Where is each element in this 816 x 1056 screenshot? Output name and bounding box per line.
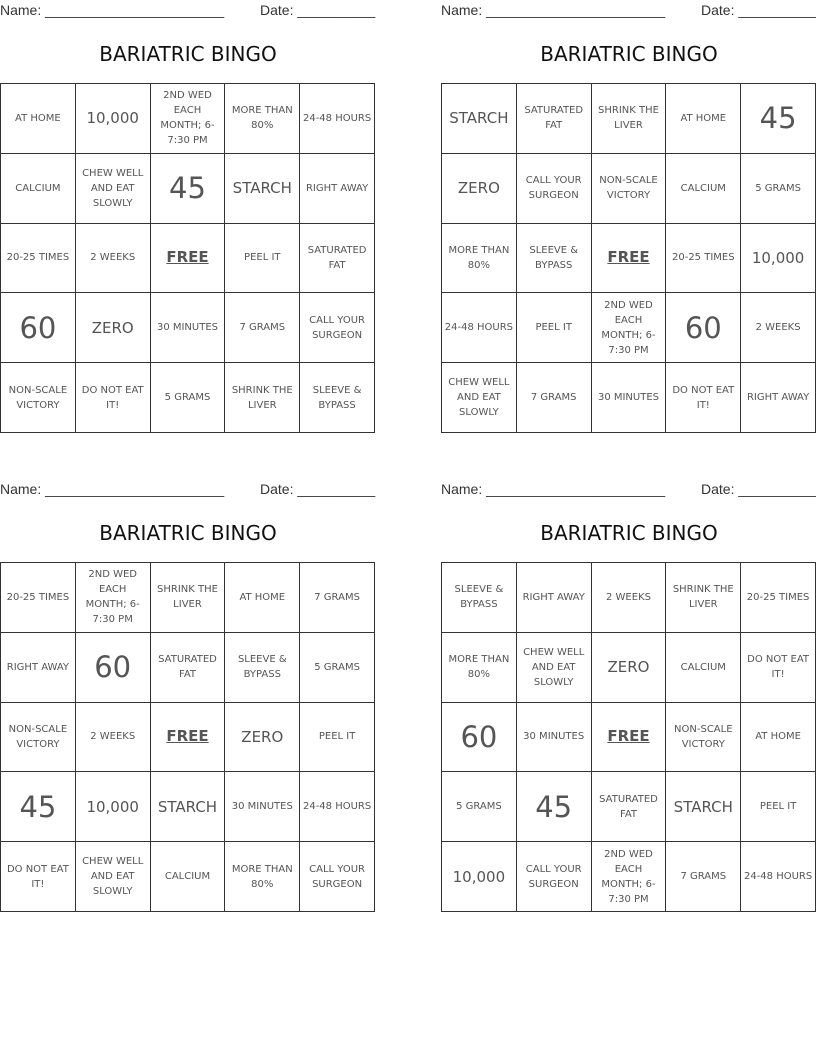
bingo-cell: CALL YOUR SURGEON [300, 842, 375, 912]
bingo-cell: ZERO [442, 154, 517, 224]
bingo-cell: DO NOT EAT IT! [666, 363, 741, 433]
date-field: Date: __________ [701, 2, 816, 18]
bingo-cell: 10,000 [741, 224, 816, 294]
bingo-cell: 20-25 TIMES [741, 563, 816, 633]
bingo-cell: DO NOT EAT IT! [741, 633, 816, 703]
bingo-card-4 [441, 479, 816, 915]
bingo-cell: AT HOME [741, 703, 816, 773]
bingo-cell: MORE THAN 80% [442, 224, 517, 294]
bingo-cell: 20-25 TIMES [666, 224, 741, 294]
bingo-cell: 5 GRAMS [741, 154, 816, 224]
bingo-cell: CALL YOUR SURGEON [517, 154, 592, 224]
bingo-cell: MORE THAN 80% [225, 84, 300, 154]
bingo-cell: 20-25 TIMES [1, 224, 76, 294]
name-date-row [441, 479, 816, 499]
bingo-cell: NON-SCALE VICTORY [1, 703, 76, 773]
free-space-cell: FREE [592, 703, 667, 773]
bingo-cell: 2 WEEKS [592, 563, 667, 633]
bingo-cell: 30 MINUTES [151, 293, 226, 363]
bingo-cell: 30 MINUTES [517, 703, 592, 773]
bingo-cell: RIGHT AWAY [300, 154, 375, 224]
bingo-cell: 2 WEEKS [76, 224, 151, 294]
bingo-cell: SHRINK THE LIVER [592, 84, 667, 154]
bingo-cell: 2ND WED EACH MONTH; 6-7:30 PM [592, 293, 667, 363]
bingo-cell: STARCH [666, 772, 741, 842]
bingo-cell: CALL YOUR SURGEON [300, 293, 375, 363]
bingo-cell: CALCIUM [666, 154, 741, 224]
card-title: BARIATRIC BINGO [540, 521, 718, 545]
bingo-cell: 45 [151, 154, 226, 224]
bingo-cell: PEEL IT [300, 703, 375, 773]
free-space-cell: FREE [592, 224, 667, 294]
name-field: Name: _______________________ [441, 481, 666, 497]
bingo-cell: AT HOME [666, 84, 741, 154]
bingo-cell: SHRINK THE LIVER [151, 563, 226, 633]
bingo-cell: NON-SCALE VICTORY [666, 703, 741, 773]
bingo-cell: 24-48 HOURS [300, 772, 375, 842]
bingo-cell: SLEEVE & BYPASS [517, 224, 592, 294]
bingo-cell: SHRINK THE LIVER [225, 363, 300, 433]
bingo-cell: 7 GRAMS [225, 293, 300, 363]
bingo-cell: 10,000 [76, 772, 151, 842]
free-space-cell: FREE [151, 224, 226, 294]
bingo-cell: ZERO [592, 633, 667, 703]
bingo-cell: PEEL IT [225, 224, 300, 294]
bingo-cell: 2ND WED EACH MONTH; 6-7:30 PM [151, 84, 226, 154]
bingo-cell: 7 GRAMS [517, 363, 592, 433]
bingo-cell: AT HOME [225, 563, 300, 633]
bingo-grid [0, 562, 375, 912]
bingo-cell: SLEEVE & BYPASS [225, 633, 300, 703]
bingo-cell: PEEL IT [741, 772, 816, 842]
bingo-cell: SATURATED FAT [300, 224, 375, 294]
bingo-cell: CHEW WELL AND EAT SLOWLY [442, 363, 517, 433]
bingo-cell: NON-SCALE VICTORY [1, 363, 76, 433]
bingo-cell: CHEW WELL AND EAT SLOWLY [517, 633, 592, 703]
bingo-cell: 10,000 [76, 84, 151, 154]
bingo-cell: STARCH [225, 154, 300, 224]
bingo-cell: 7 GRAMS [666, 842, 741, 912]
bingo-card-1 [0, 0, 376, 436]
bingo-cell: 24-48 HOURS [741, 842, 816, 912]
bingo-cell: ZERO [76, 293, 151, 363]
bingo-grid [441, 562, 816, 912]
bingo-cell: 2 WEEKS [741, 293, 816, 363]
bingo-cell: MORE THAN 80% [442, 633, 517, 703]
name-field: Name: _______________________ [0, 2, 225, 18]
bingo-cell: SLEEVE & BYPASS [300, 363, 375, 433]
bingo-cell: RIGHT AWAY [517, 563, 592, 633]
bingo-cell: CALCIUM [1, 154, 76, 224]
bingo-cell: 45 [1, 772, 76, 842]
bingo-cell: 2ND WED EACH MONTH; 6-7:30 PM [76, 563, 151, 633]
bingo-cell: 30 MINUTES [592, 363, 667, 433]
bingo-cell: CALCIUM [666, 633, 741, 703]
bingo-cell: 5 GRAMS [300, 633, 375, 703]
bingo-card-3 [0, 479, 376, 915]
date-field: Date: __________ [701, 481, 816, 497]
bingo-cell: 2ND WED EACH MONTH; 6-7:30 PM [592, 842, 667, 912]
name-field: Name: _______________________ [0, 481, 225, 497]
bingo-cell: SATURATED FAT [592, 772, 667, 842]
bingo-cell: STARCH [151, 772, 226, 842]
bingo-cell: NON-SCALE VICTORY [592, 154, 667, 224]
bingo-cell: SLEEVE & BYPASS [442, 563, 517, 633]
name-date-row [0, 0, 376, 20]
bingo-cell: 60 [666, 293, 741, 363]
bingo-cell: PEEL IT [517, 293, 592, 363]
bingo-cell: 45 [517, 772, 592, 842]
bingo-cell: SATURATED FAT [517, 84, 592, 154]
bingo-cell: 5 GRAMS [151, 363, 226, 433]
bingo-cell: 60 [1, 293, 76, 363]
bingo-cell: 20-25 TIMES [1, 563, 76, 633]
bingo-cell: CHEW WELL AND EAT SLOWLY [76, 154, 151, 224]
name-field: Name: _______________________ [441, 2, 666, 18]
bingo-cell: CALCIUM [151, 842, 226, 912]
name-date-row [441, 0, 816, 20]
bingo-cell: CALL YOUR SURGEON [517, 842, 592, 912]
name-date-row [0, 479, 376, 499]
bingo-cell: 60 [76, 633, 151, 703]
bingo-cell: DO NOT EAT IT! [1, 842, 76, 912]
bingo-cell: RIGHT AWAY [1, 633, 76, 703]
bingo-cell: ZERO [225, 703, 300, 773]
bingo-cell: DO NOT EAT IT! [76, 363, 151, 433]
bingo-cell: 24-48 HOURS [300, 84, 375, 154]
bingo-cell: 45 [741, 84, 816, 154]
bingo-cell: SATURATED FAT [151, 633, 226, 703]
bingo-cell: 60 [442, 703, 517, 773]
bingo-cell: 2 WEEKS [76, 703, 151, 773]
bingo-cell: CHEW WELL AND EAT SLOWLY [76, 842, 151, 912]
bingo-cell: SHRINK THE LIVER [666, 563, 741, 633]
bingo-grid [0, 83, 375, 433]
bingo-cell: MORE THAN 80% [225, 842, 300, 912]
bingo-cell: AT HOME [1, 84, 76, 154]
bingo-cell: 10,000 [442, 842, 517, 912]
bingo-card-2 [441, 0, 816, 436]
bingo-cell: 7 GRAMS [300, 563, 375, 633]
free-space-cell: FREE [151, 703, 226, 773]
bingo-grid [441, 83, 816, 433]
card-title: BARIATRIC BINGO [540, 42, 718, 66]
bingo-cell: RIGHT AWAY [741, 363, 816, 433]
bingo-cell: 30 MINUTES [225, 772, 300, 842]
card-title: BARIATRIC BINGO [99, 521, 277, 545]
bingo-cell: STARCH [442, 84, 517, 154]
card-title: BARIATRIC BINGO [99, 42, 277, 66]
date-field: Date: __________ [260, 2, 376, 18]
date-field: Date: __________ [260, 481, 376, 497]
bingo-cell: 5 GRAMS [442, 772, 517, 842]
bingo-cell: 24-48 HOURS [442, 293, 517, 363]
